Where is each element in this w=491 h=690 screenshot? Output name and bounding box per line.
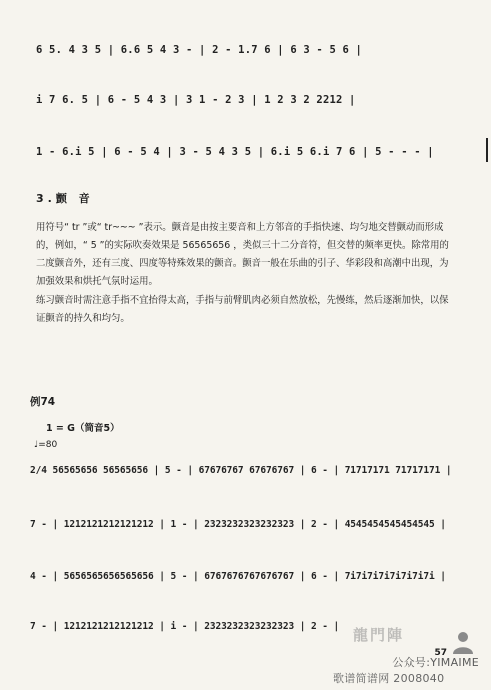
person-icon xyxy=(449,630,477,654)
watermark xyxy=(333,626,483,686)
watermark-line-1: 公众号:YIMAIME xyxy=(392,656,479,669)
score-line-3: 1 - 6.i 5 | 6 - 5 4 | 3 - 5 4 3 5 | 6.i 5 6.i 7 6 | 5 - - - | xyxy=(36,146,434,158)
paragraph-2: 练习颤音时需注意手指不宜抬得太高，手指与前臂肌肉必须自然放松，先慢练，然后逐渐加快，以保证颤音的持久和均匀。 xyxy=(36,295,449,324)
example-line-4: 7 - | 1212121212121212 | i - | 2323232323232323 | 2 - | xyxy=(30,621,340,632)
watermark-logo: 龍門陣 xyxy=(353,626,405,644)
page-number: 57 xyxy=(434,648,447,658)
example-label: 例74 xyxy=(30,396,56,408)
score-line-2: i 7 6. 5 | 6 - 5 4 3 | 3 1 - 2 3 | 1 2 3 2 2212 | xyxy=(36,94,356,106)
example-line-3: 4 - | 5656565656565656 | 5 - | 6767676767676767 | 6 - | 7i7i7i7i7i7i7i7i | xyxy=(30,571,446,582)
watermark-line-2: 歌谱简谱网 2008040 xyxy=(333,672,445,685)
score-line-1: 6 5. 4 3 5 | 6.6 5 4 3 - | 2 - 1.7 6 | 6 3 - 5 6 | xyxy=(36,44,363,56)
tempo-marking: ♩=80 xyxy=(34,440,58,450)
example-line-1: 2/4 56565656 56565656 | 5 - | 67676767 67676767 | 6 - | 71717171 71717171 | xyxy=(30,465,452,476)
paragraph-1: 用符号“ tr ”或“ tr~~~ ”表示。颤音是由按主要音和上方邻音的手指快速、均匀地交替颤动而形成的，例如，“ 5 ”的实际吹奏效果是 56565656 ，类似三十二分音符，但交替的频率更快。除常用的二度颤音外，还有三度、四度等特殊效果的颤音。颤音一般在乐曲的引子、华彩段和高潮中出现，为加强效果和烘托气氛时运用。 xyxy=(36,222,449,287)
section-title: 3.颤 音 xyxy=(36,192,94,205)
example-line-2: 7 - | 1212121212121212 | 1 - | 2323232323232323 | 2 - | 4545454545454545 | xyxy=(30,519,446,530)
right-edge-bar xyxy=(486,138,488,162)
key-signature: 1 = G（筒音5） xyxy=(46,423,120,434)
